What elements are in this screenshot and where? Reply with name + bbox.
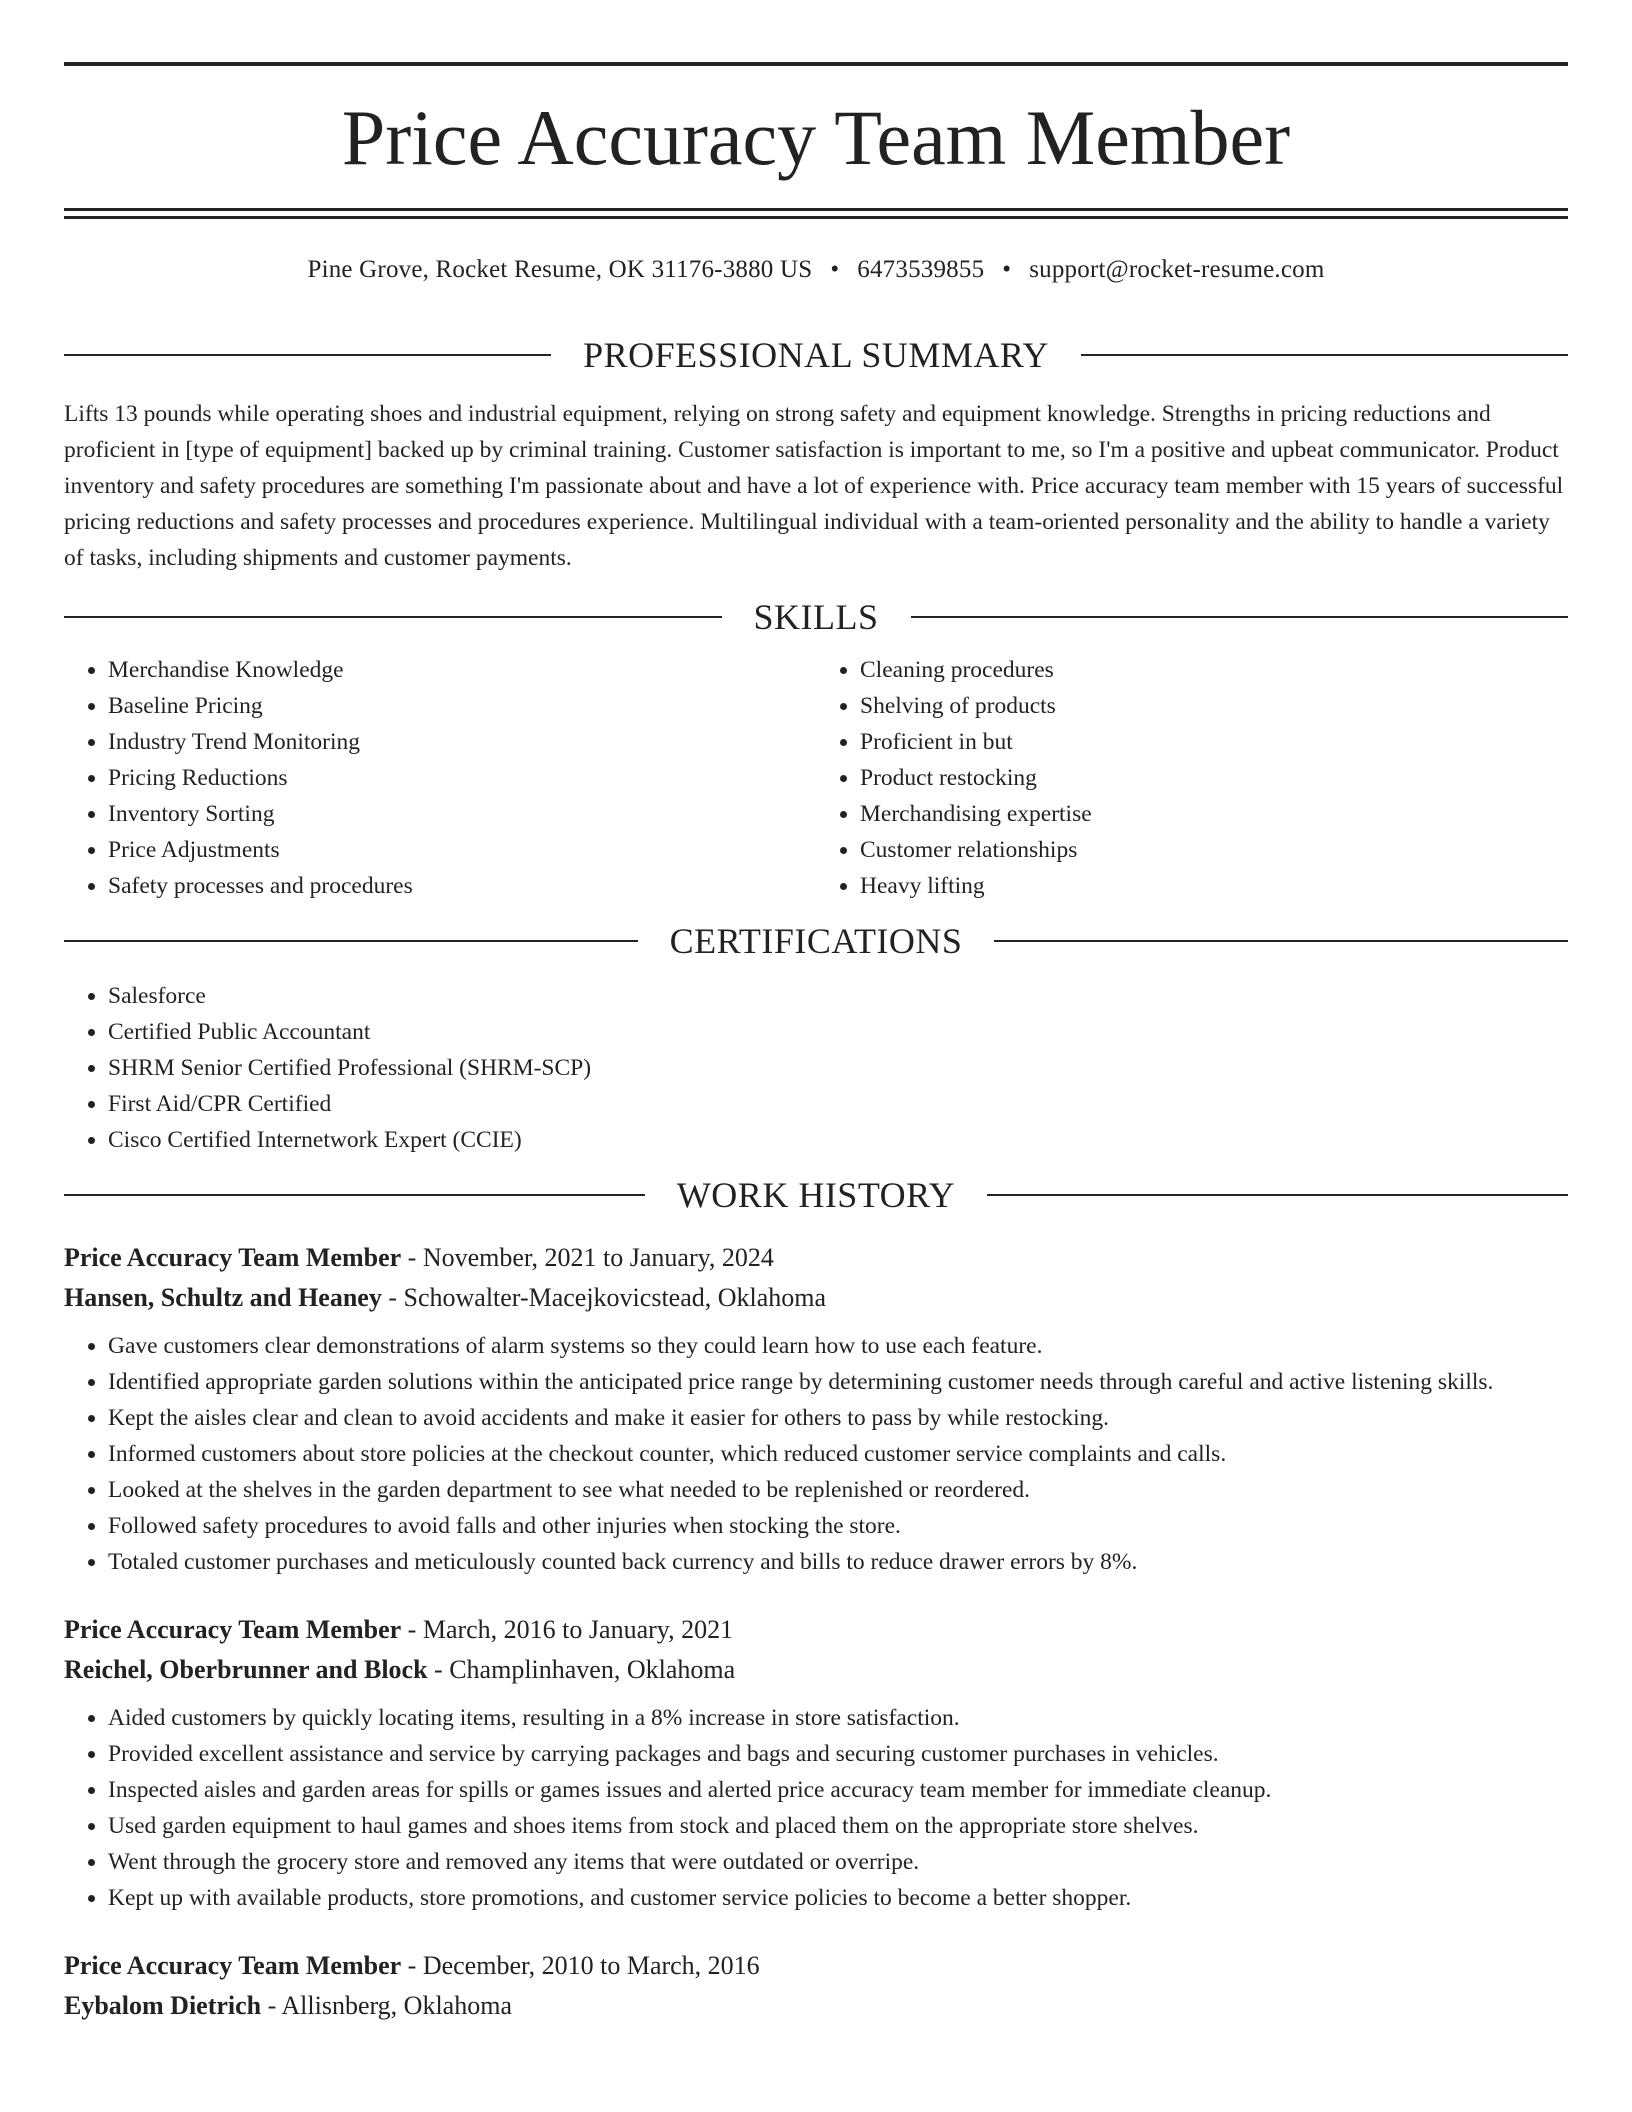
skill-item: • Merchandise Knowledge xyxy=(108,652,816,688)
skills-columns xyxy=(64,652,1568,904)
work-history-list xyxy=(64,1238,1568,2026)
job-company: Eybalom Dietrich xyxy=(64,1991,262,2020)
skill-item: • Customer relationships xyxy=(860,832,1568,868)
summary-text: Lifts 13 pounds while operating shoes and industrial equipment, relying on strong safety and equipment knowledge. Strengths in pricing reductions and proficient in [type of equipment] backed up by criminal training. Customer satisfaction is important to me, so I'm a positive and upbeat communicator. Product inventory and safety procedures are something I'm passionate about and have a lot of experience with. Price accuracy team member with 15 years of successful pricing reductions and safety processes and procedures experience. Multilingual individual with a team-oriented personality and the ability to handle a variety of tasks, including shipments and customer payments. xyxy=(64,401,1564,571)
job-title-line xyxy=(64,1238,1568,1278)
job-title: Price Accuracy Team Member xyxy=(64,1615,402,1644)
section-rule-left xyxy=(64,1194,645,1196)
job-company-line xyxy=(64,1650,1568,1690)
summary-heading: PROFESSIONAL SUMMARY xyxy=(583,335,1049,375)
contact-email: support@rocket-resume.com xyxy=(1029,256,1325,283)
section-rule-left xyxy=(64,616,722,618)
job-dates: March, 2016 to January, 2021 xyxy=(422,1615,734,1644)
skills-section-header xyxy=(64,588,1568,646)
job-duty-item: • Aided customers by quickly locating items, resulting in a 8% increase in store satisfaction. xyxy=(108,1700,1568,1736)
certification-item: • SHRM Senior Certified Professional (SHRM-SCP) xyxy=(108,1050,1568,1086)
certifications-section-header xyxy=(64,912,1568,970)
skill-item: • Industry Trend Monitoring xyxy=(108,724,816,760)
job-entry xyxy=(64,1610,1568,1916)
job-company: Reichel, Oberbrunner and Block xyxy=(64,1655,428,1684)
certifications-heading: CERTIFICATIONS xyxy=(669,921,963,961)
section-rule-left xyxy=(64,354,551,356)
work-section-header xyxy=(64,1166,1568,1224)
job-title: Price Accuracy Team Member xyxy=(64,1951,402,1980)
job-entry xyxy=(64,1946,1568,2026)
job-company-line xyxy=(64,1278,1568,1318)
job-dash: - xyxy=(401,1951,423,1980)
job-duty-item: • Kept the aisles clear and clean to avoid accidents and make it easier for others to pass by while restocking. xyxy=(108,1400,1568,1436)
job-dash: - xyxy=(381,1283,404,1312)
job-dash: - xyxy=(427,1655,450,1684)
job-duty-item: • Kept up with available products, store promotions, and customer service policies to become a better shopper. xyxy=(108,1880,1568,1916)
section-rule-right xyxy=(1081,354,1568,356)
job-company: Hansen, Schultz and Heaney xyxy=(64,1283,382,1312)
skills-list-right xyxy=(816,652,1568,904)
job-duty-item: • Identified appropriate garden solutions within the anticipated price range by determining customer needs through careful and active listening skills. xyxy=(108,1364,1568,1400)
job-location: Schowalter-Macejkovicstead, Oklahoma xyxy=(403,1283,827,1312)
skill-item: • Inventory Sorting xyxy=(108,796,816,832)
job-location: Champlinhaven, Oklahoma xyxy=(449,1655,736,1684)
skill-item: • Pricing Reductions xyxy=(108,760,816,796)
job-dash: - xyxy=(261,1991,282,2020)
job-duty-item: • Totaled customer purchases and meticulously counted back currency and bills to reduce drawer errors by 8%. xyxy=(108,1544,1568,1580)
job-duty-item: • Went through the grocery store and removed any items that were outdated or overripe. xyxy=(108,1844,1568,1880)
job-duty-item: • Informed customers about store policies at the checkout counter, which reduced customer service complaints and calls. xyxy=(108,1436,1568,1472)
certifications-list xyxy=(64,978,1568,1158)
resume-title: Price Accuracy Team Member xyxy=(341,94,1291,181)
section-rule-left xyxy=(64,940,638,942)
resume-content xyxy=(64,326,1568,2026)
job-title-line xyxy=(64,1610,1568,1650)
job-duty-item: • Looked at the shelves in the garden department to see what needed to be replenished or reordered. xyxy=(108,1472,1568,1508)
job-entry xyxy=(64,1238,1568,1580)
skills-heading: SKILLS xyxy=(753,597,879,637)
certification-item: • First Aid/CPR Certified xyxy=(108,1086,1568,1122)
job-title-line xyxy=(64,1946,1568,1986)
job-duty-item: • Used garden equipment to haul games and shoes items from stock and placed them on the appropriate store shelves. xyxy=(108,1808,1568,1844)
work-heading: WORK HISTORY xyxy=(676,1175,956,1215)
contact-separator: • xyxy=(830,256,840,283)
contact-phone: 6473539855 xyxy=(857,256,985,283)
skill-item: • Merchandising expertise xyxy=(860,796,1568,832)
job-dates: November, 2021 to January, 2024 xyxy=(422,1243,774,1272)
job-duty-item: • Inspected aisles and garden areas for spills or games issues and alerted price accuracy team member for immediate cleanup. xyxy=(108,1772,1568,1808)
job-company-line xyxy=(64,1986,1568,2026)
job-duty-item: • Provided excellent assistance and service by carrying packages and bags and securing customer purchases in vehicles. xyxy=(108,1736,1568,1772)
summary-section-header xyxy=(64,326,1568,384)
job-duties-list xyxy=(64,1700,1568,1916)
skill-item: • Price Adjustments xyxy=(108,832,816,868)
certification-item: • Certified Public Accountant xyxy=(108,1014,1568,1050)
job-dates: December, 2010 to March, 2016 xyxy=(422,1951,760,1980)
skill-item: • Cleaning procedures xyxy=(860,652,1568,688)
header-double-rule-top xyxy=(64,208,1568,211)
header-top-rule xyxy=(64,62,1568,66)
skill-item: • Baseline Pricing xyxy=(108,688,816,724)
header-double-rule-bottom xyxy=(64,216,1568,219)
skill-item: • Safety processes and procedures xyxy=(108,868,816,904)
skill-item: • Shelving of products xyxy=(860,688,1568,724)
job-duty-item: • Followed safety procedures to avoid falls and other injuries when stocking the store. xyxy=(108,1508,1568,1544)
job-location: Allisnberg, Oklahoma xyxy=(281,1991,512,2020)
job-title: Price Accuracy Team Member xyxy=(64,1243,402,1272)
contact-separator: • xyxy=(1002,256,1012,283)
job-duty-item: • Gave customers clear demonstrations of alarm systems so they could learn how to use each feature. xyxy=(108,1328,1568,1364)
section-rule-right xyxy=(911,616,1569,618)
certification-item: • Salesforce xyxy=(108,978,1568,1014)
contact-line xyxy=(64,252,1568,288)
section-rule-right xyxy=(987,1194,1568,1196)
skill-item: • Proficient in but xyxy=(860,724,1568,760)
job-dash: - xyxy=(401,1615,423,1644)
skills-list-left xyxy=(64,652,816,904)
section-rule-right xyxy=(994,940,1568,942)
job-duties-list xyxy=(64,1328,1568,1580)
skill-item: • Product restocking xyxy=(860,760,1568,796)
job-dash: - xyxy=(401,1243,423,1272)
contact-address: Pine Grove, Rocket Resume, OK 31176-3880 US xyxy=(307,256,813,283)
skill-item: • Heavy lifting xyxy=(860,868,1568,904)
certification-item: • Cisco Certified Internetwork Expert (CCIE) xyxy=(108,1122,1568,1158)
